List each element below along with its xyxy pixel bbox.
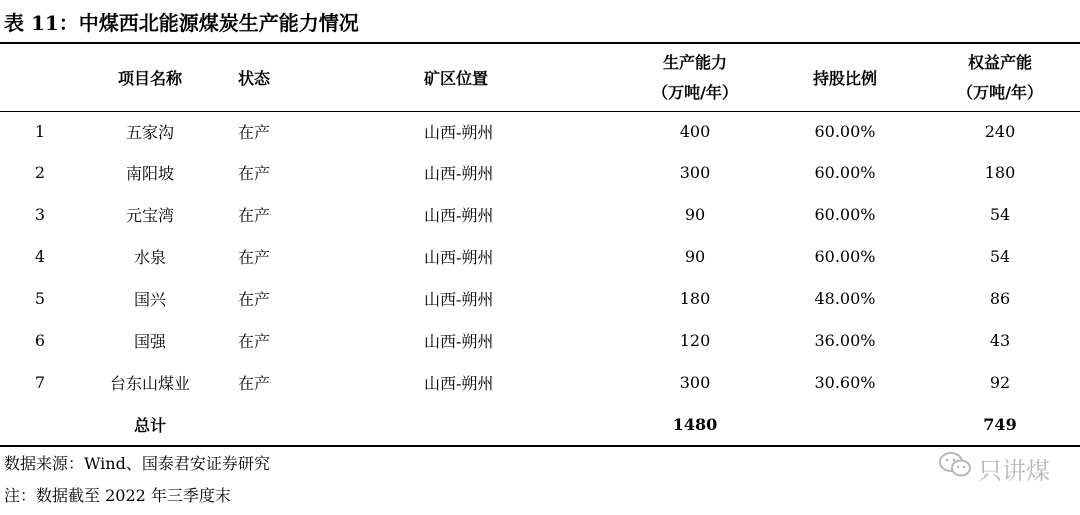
cell-capacity: 300 [679, 162, 711, 182]
cell-capacity: 300 [679, 372, 711, 392]
cell-share: 36.00% [814, 330, 876, 350]
cell-share: 48.00% [814, 288, 876, 308]
cell-equity: 54 [989, 204, 1011, 224]
header-row [0, 44, 1080, 111]
cell-capacity: 400 [679, 121, 711, 141]
cell-project-name: 五家沟 [125, 122, 174, 142]
cell-equity: 240 [984, 121, 1016, 141]
cell-equity: 54 [989, 246, 1011, 266]
header-equity-line2: （万吨/年） [957, 82, 1043, 102]
cell-location: 山西-朔州 [424, 163, 494, 183]
header-capacity-line2: （万吨/年） [652, 82, 738, 102]
header-capacity-line1: 生产能力 [662, 52, 727, 72]
cell-share: 60.00% [814, 204, 876, 224]
table-caption: 表 11：中煤西北能源煤炭生产能力情况 [4, 11, 359, 35]
total-capacity: 1480 [672, 414, 718, 434]
cell-status: 在产 [238, 331, 271, 351]
cell-location: 山西-朔州 [424, 373, 494, 393]
table-row [0, 319, 1080, 361]
cell-share: 60.00% [814, 121, 876, 141]
table-row [0, 151, 1080, 193]
cell-index: 7 [34, 372, 46, 392]
total-share-cell [770, 403, 920, 445]
cell-share: 60.00% [814, 246, 876, 266]
cell-project-name: 南阳坡 [125, 163, 174, 183]
cell-project-name: 国强 [133, 331, 166, 351]
watermark-text: 只讲煤 [978, 456, 1050, 485]
cell-status: 在产 [238, 247, 271, 267]
cell-index: 3 [34, 204, 46, 224]
table-row [0, 193, 1080, 235]
cell-index: 2 [34, 162, 46, 182]
watermark [938, 450, 1050, 486]
cell-location: 山西-朔州 [424, 122, 494, 142]
cell-index: 4 [34, 246, 46, 266]
cell-share: 60.00% [814, 162, 876, 182]
data-source-note: 数据来源：Wind、国泰君安证券研究 [4, 454, 270, 473]
cell-capacity: 120 [679, 330, 711, 350]
total-row [0, 403, 1080, 445]
cell-status: 在产 [238, 373, 271, 393]
cell-index: 1 [34, 121, 46, 141]
total-status-cell [220, 403, 380, 445]
header-index [0, 44, 80, 111]
cell-capacity: 90 [684, 204, 706, 224]
cell-project-name: 水泉 [133, 247, 166, 267]
total-label: 总计 [133, 415, 166, 435]
cell-index: 5 [34, 288, 46, 308]
total-location-cell [380, 403, 620, 445]
cell-status: 在产 [238, 289, 271, 309]
cell-location: 山西-朔州 [424, 205, 494, 225]
total-index-cell [0, 403, 80, 445]
cell-status: 在产 [238, 163, 271, 183]
cell-project-name: 元宝湾 [125, 205, 174, 225]
header-capacity [620, 44, 770, 111]
header-location: 矿区位置 [424, 69, 489, 88]
table-row [0, 235, 1080, 277]
cell-index: 6 [34, 330, 46, 350]
cell-location: 山西-朔州 [424, 289, 494, 309]
table-row [0, 361, 1080, 403]
cell-capacity: 180 [679, 288, 711, 308]
cell-capacity: 90 [684, 246, 706, 266]
cell-equity: 180 [984, 162, 1016, 182]
total-equity: 749 [983, 414, 1017, 434]
header-share: 持股比例 [812, 69, 877, 88]
cell-location: 山西-朔州 [424, 247, 494, 267]
bottom-rule [0, 445, 1080, 447]
cell-equity: 86 [989, 288, 1011, 308]
cell-project-name: 国兴 [133, 289, 166, 309]
cell-equity: 43 [989, 330, 1011, 350]
cell-share: 30.60% [814, 372, 876, 392]
cell-status: 在产 [238, 205, 271, 225]
header-project-name: 项目名称 [117, 69, 182, 88]
cell-location: 山西-朔州 [424, 331, 494, 351]
table-row [0, 277, 1080, 319]
header-status: 状态 [238, 69, 271, 88]
capacity-table [0, 44, 1080, 445]
cell-status: 在产 [238, 122, 271, 142]
cell-project-name: 台东山煤业 [109, 373, 190, 393]
header-equity [920, 44, 1080, 111]
cell-equity: 92 [989, 372, 1011, 392]
wechat-icon [938, 450, 972, 486]
table-row [0, 111, 1080, 151]
footnote: 注：数据截至 2022 年三季度末 [4, 486, 231, 505]
header-equity-line1: 权益产能 [967, 52, 1032, 72]
